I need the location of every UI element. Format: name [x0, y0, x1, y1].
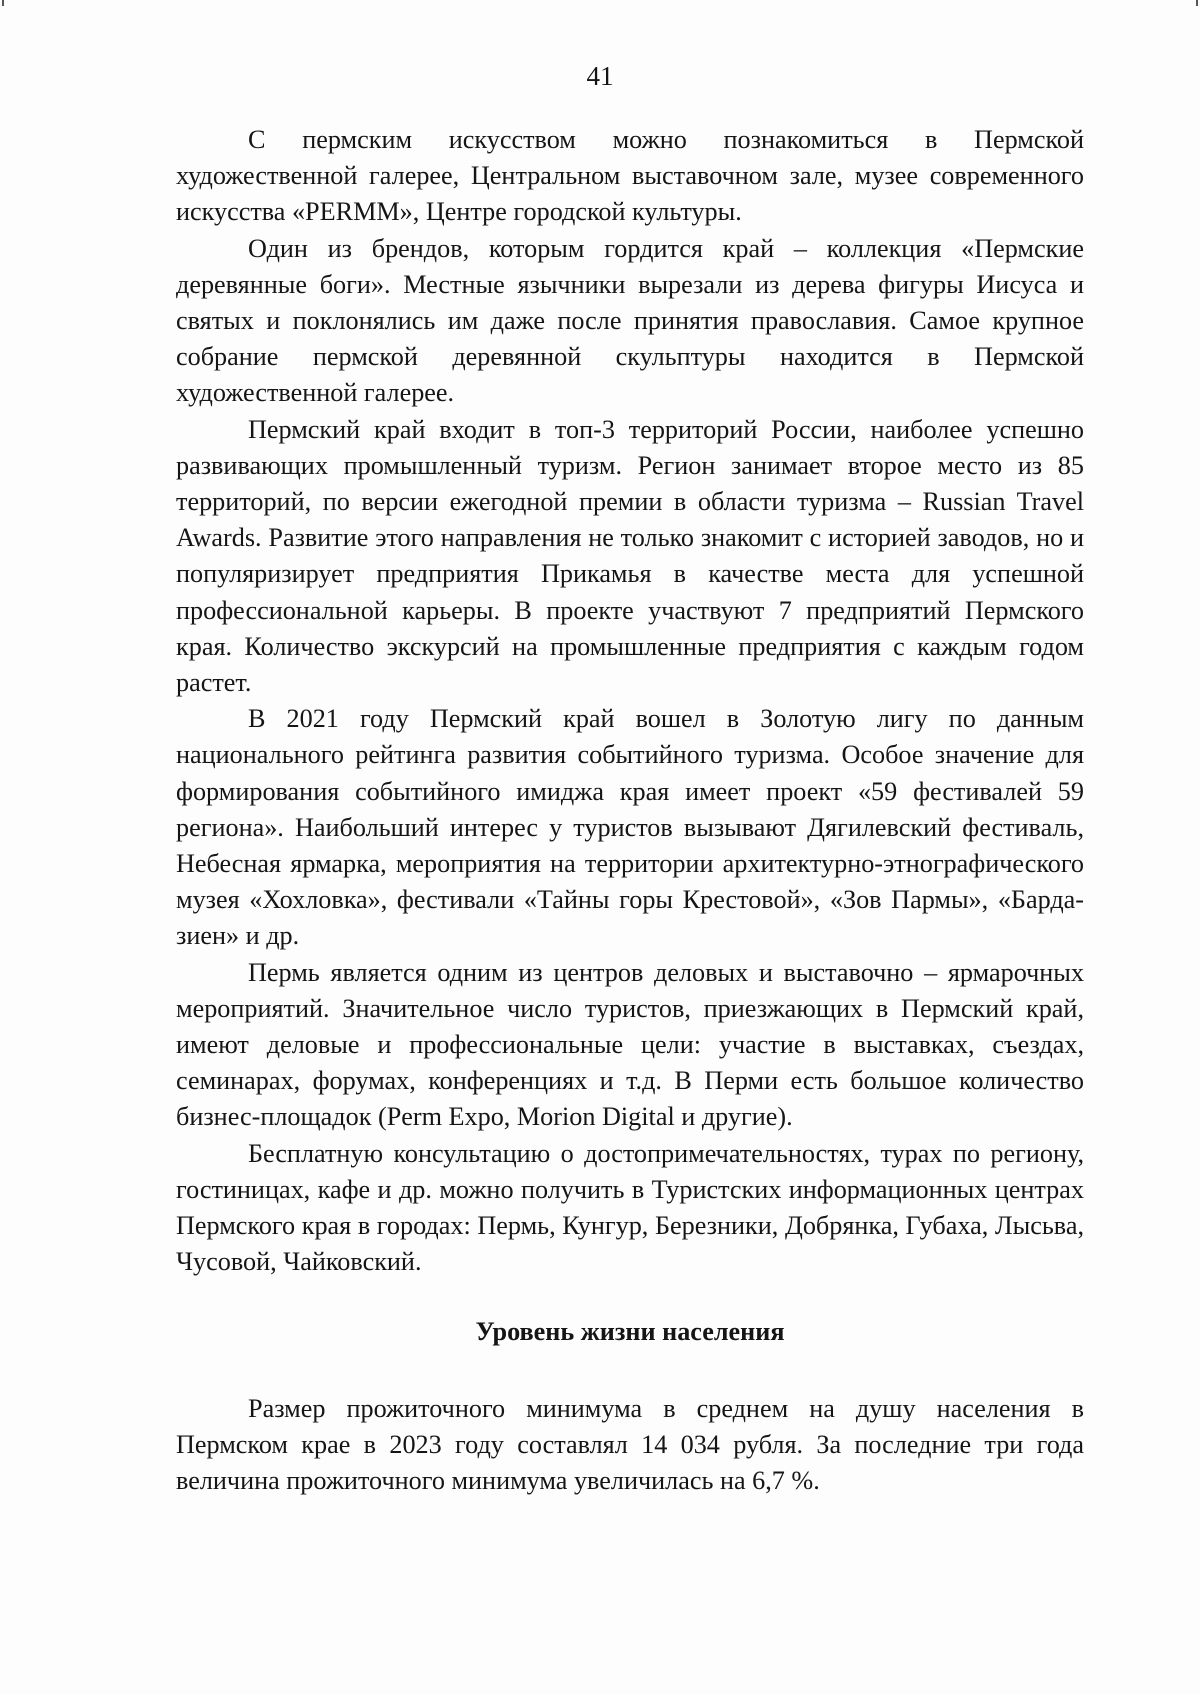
paragraph-tourist-info-centers: Бесплатную консультацию о достопримечательностях, турах по региону, гостиницах, кафе и др. можно получить в Туристских информационных центрах Пермского края в городах: Пермь, Кунгур, Березники, Добрянка, Губаха, Лысьва, Чусовой, Чайковский. [176, 1138, 1084, 1277]
paragraph-art-galleries: С пермским искусством можно познакомиться в Пермской художественной галерее, Центральном выставочном зале, музее современного искусства «PERMM», Центре городской культуры. [176, 125, 1084, 227]
page-number: 41 [586, 61, 614, 91]
document-body [176, 122, 1084, 1499]
paragraph-subsistence-minimum: Размер прожиточного минимума в среднем на душу населения в Пермском крае в 2023 году составлял 14 034 рубля. За последние три года величина прожиточного минимума увеличилась на 6,7 %. [176, 1393, 1084, 1496]
scan-edge-mark [2, 0, 4, 6]
paragraph-wooden-gods: Один из брендов, которым гордится край – коллекция «Пермские деревянные боги». Местные язычники вырезали из дерева фигуры Иисуса и святых и поклонялись им даже после принятия православия. Самое крупное собрание пермской деревянной скульптуры находится в Пермской художественной галерее. [176, 233, 1084, 408]
scan-edge-mark [1196, 0, 1198, 6]
paragraph-industrial-tourism: Пермский край входит в топ-3 территорий России, наиболее успешно развивающих промышленный туризм. Регион занимает второе место из 85 территорий, по версии ежегодной премии в области туризма – Russian Travel Awards. Развитие этого направления не только знакомит с историей заводов, но и популяризирует предприятия Прикамья в качестве места для успешной профессиональной карьеры. В проекте участвуют 7 предприятий Пермского края. Количество экскурсий на промышленные предприятия с каждым годом растет. [176, 414, 1084, 698]
paragraph-event-tourism: В 2021 году Пермский край вошел в Золотую лигу по данным национального рейтинга развития событийного туризма. Особое значение для формирования событийного имиджа края имеет проект «59 фестивалей 59 региона». Наибольший интерес у туристов вызывают Дягилевский фестиваль, Небесная ярмарка, мероприятия на территории архитектурно-этнографического музея «Хохловка», фестивали «Тайны горы Крестовой», «Зов Пармы», «Барда-зиен» и др. [176, 704, 1084, 951]
section-heading: Уровень жизни населения [475, 1316, 785, 1346]
paragraph-business-tourism: Пермь является одним из центров деловых и выставочно – ярмарочных мероприятий. Значительное число туристов, приезжающих в Пермский край, имеют деловые и профессиональные цели: участие в выставках, съездах, семинарах, форумах, конференциях и т.д. В Перми есть большое количество бизнес-площадок (Perm Expo, Morion Digital и другие). [176, 957, 1084, 1132]
